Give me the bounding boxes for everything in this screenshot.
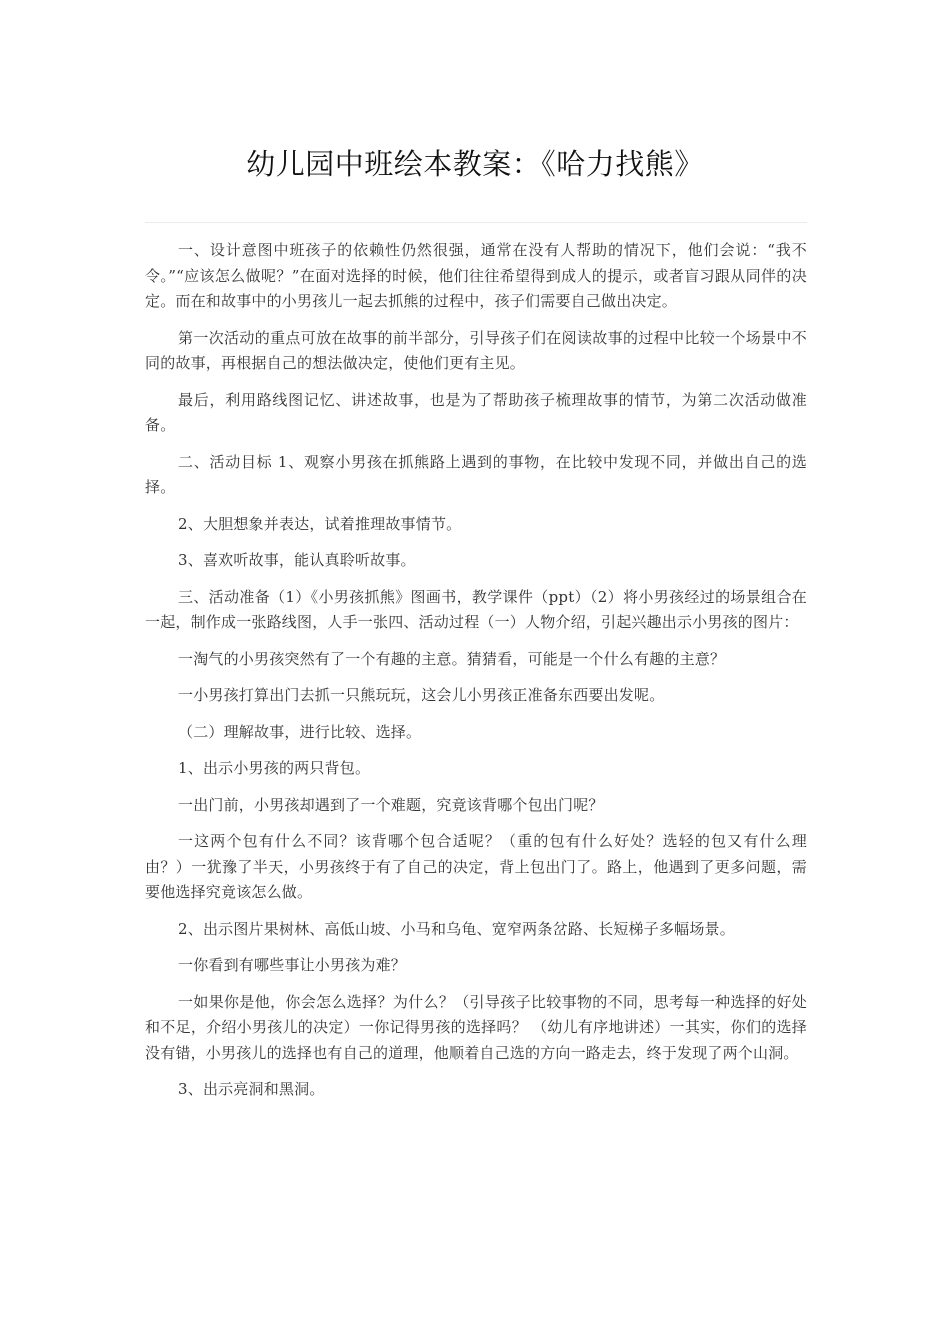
paragraph: 一出门前，小男孩却遇到了一个难题，究竟该背哪个包出门呢？ [178, 795, 604, 814]
paragraph: 第一次活动的重点可放在故事的前半部分，引导孩子们在阅读故事的过程中比较一个场景中不同的故事，再根据自己的想法做决定，使他们更有主见。 [145, 328, 807, 372]
document-body [145, 238, 807, 1114]
document-title: 幼儿园中班绘本教案：《哈力找熊》 [246, 147, 704, 181]
paragraph: （二）理解故事，进行比较、选择。 [178, 722, 422, 741]
title-divider [145, 222, 807, 223]
paragraph: 一这两个包有什么不同？该背哪个包合适呢？（重的包有什么好处？选轻的包又有什么理由？）一犹豫了半天，小男孩终于有了自己的决定，背上包出门了。路上，他遇到了更多问题，需要他选择究竟该怎么做。 [145, 832, 807, 901]
paragraph: 一你看到有哪些事让小男孩为难？ [178, 956, 407, 974]
paragraph: 一小男孩打算出门去抓一只熊玩玩，这会儿小男孩正准备东西要出发呢。 [178, 686, 665, 704]
paragraph: 3、喜欢听故事，能认真聆听故事。 [178, 551, 416, 569]
paragraph: 一如果你是他，你会怎么选择？为什么？（引导孩子比较事物的不同，思考每一种选择的好处和不足，介绍小男孩儿的决定）一你记得男孩的选择吗？ （幼儿有序地讲述）一其实，你们的选择没有错，小男孩儿的选择也有自己的道理，他顺着自己选的方向一路走去，终于发现了两个山洞。 [145, 992, 807, 1062]
paragraph: 三、活动准备（1）《小男孩抓熊》图画书，教学课件（ppt）（2）将小男孩经过的场景组合在一起，制作成一张路线图，人手一张四、活动过程（一）人物介绍，引起兴趣出示小男孩的图片： [145, 587, 807, 631]
paragraph: 一淘气的小男孩突然有了一个有趣的主意。猜猜看，可能是一个什么有趣的主意？ [178, 649, 726, 668]
paragraph: 2、出示图片果树林、高低山坡、小马和乌龟、宽窄两条岔路、长短梯子多幅场景。 [178, 919, 735, 938]
paragraph: 1、出示小男孩的两只背包。 [178, 759, 371, 777]
paragraph: 3、出示亮洞和黑洞。 [178, 1080, 325, 1098]
paragraph: 2、大胆想象并表达，试着推理故事情节。 [178, 514, 462, 533]
paragraph: 二、活动目标 1、观察小男孩在抓熊路上遇到的事物，在比较中发现不同，并做出自己的选择。 [145, 452, 807, 496]
paragraph: 一、设计意图中班孩子的依赖性仍然很强，通常在没有人帮助的情况下，他们会说：“我不令。”“应该怎么做呢？”在面对选择的时候，他们往往希望得到成人的提示，或者盲习跟从同伴的决定。而在和故事中的小男孩儿一起去抓熊的过程中，孩子们需要自己做出决定。 [145, 241, 807, 310]
paragraph: 最后，利用路线图记忆、讲述故事，也是为了帮助孩子梳理故事的情节，为第二次活动做准备。 [145, 390, 807, 434]
